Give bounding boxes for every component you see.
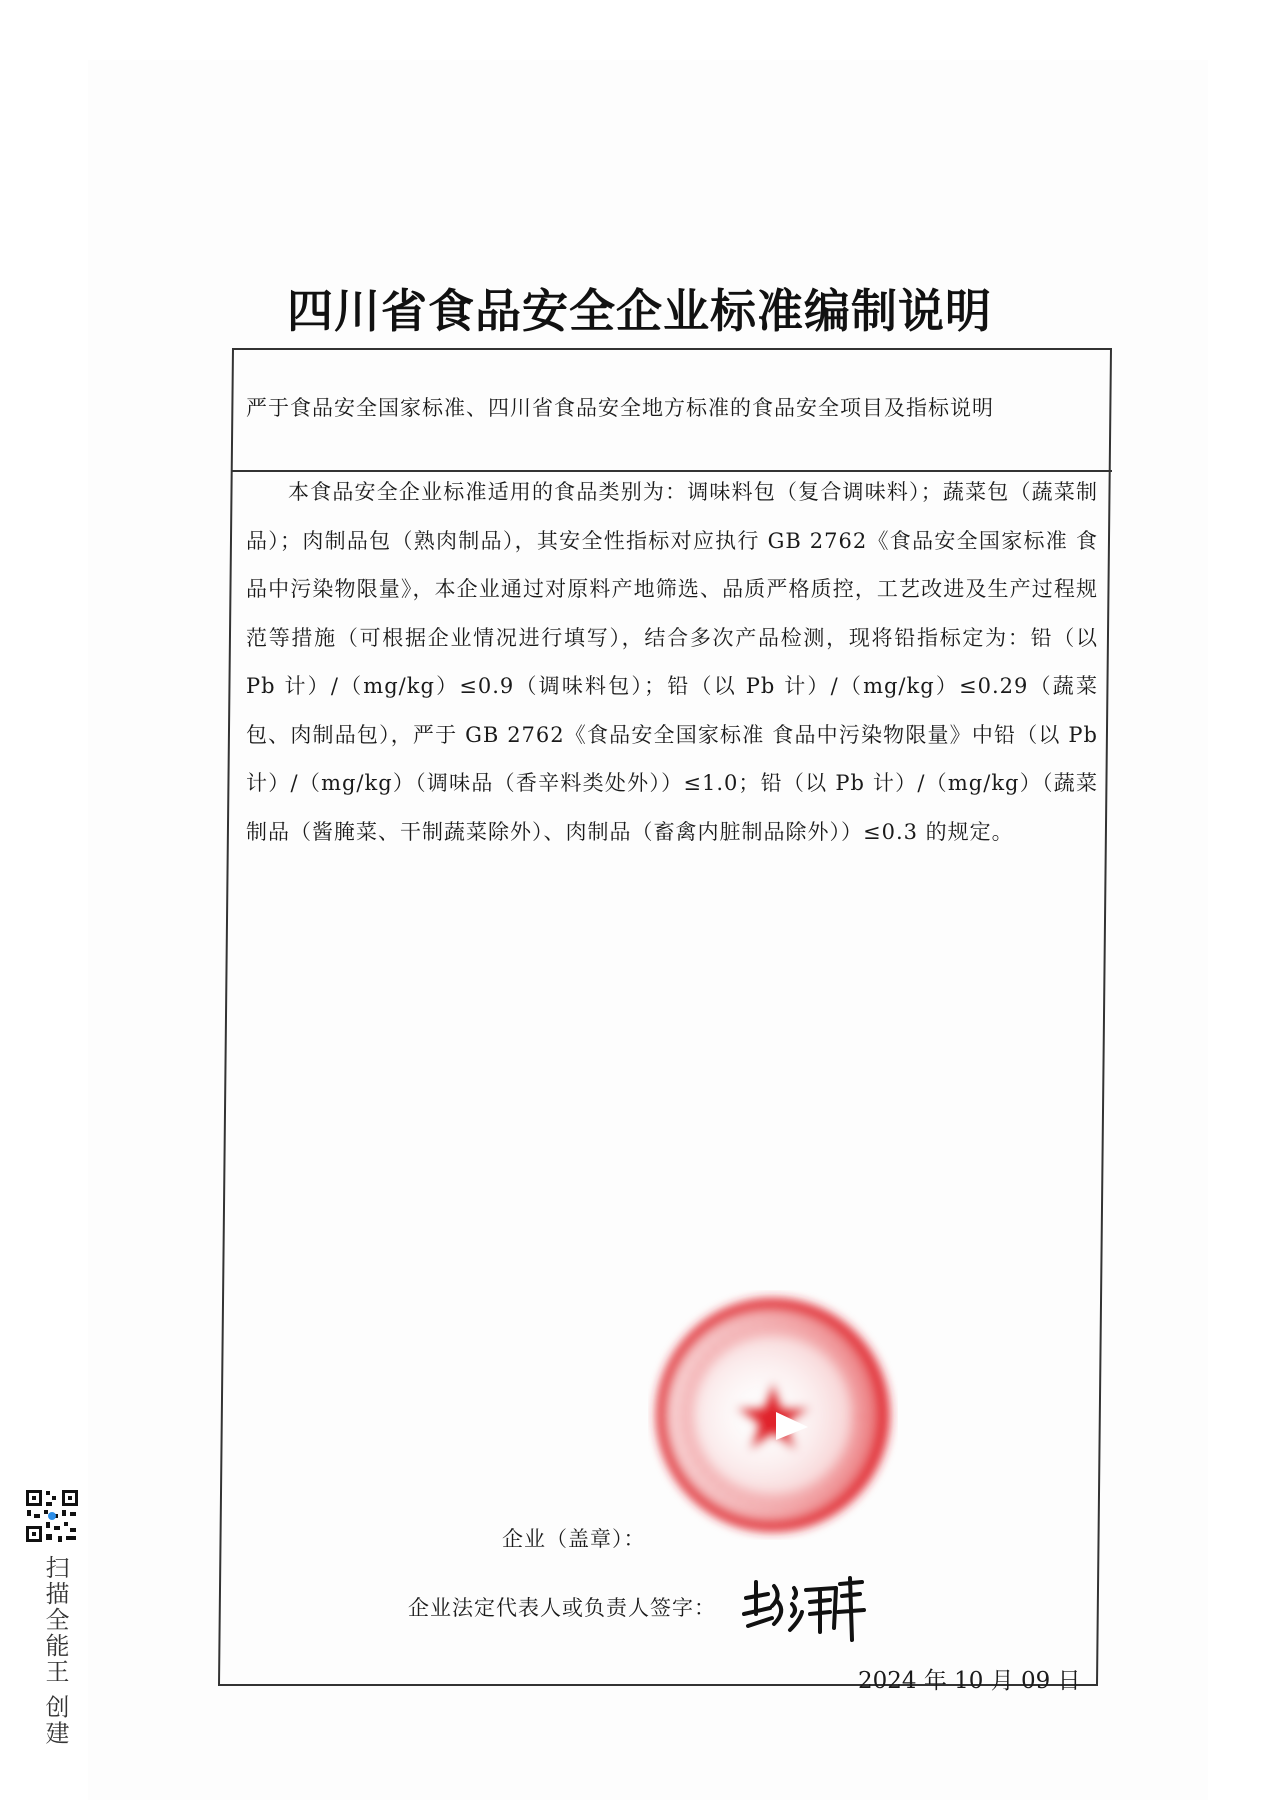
table-header-cell: 严于食品安全国家标准、四川省食品安全地方标准的食品安全项目及指标说明	[246, 396, 994, 420]
document-date: 2024 年 10 月 09 日	[858, 1668, 1081, 1694]
qr-code-icon	[24, 1488, 80, 1544]
scanner-watermark: 扫描全能王 创建	[41, 1555, 69, 1747]
company-seal-label: 企业（盖章）：	[502, 1527, 646, 1551]
company-seal-icon	[648, 1290, 898, 1540]
document-title: 四川省食品安全企业标准编制说明	[287, 284, 992, 338]
signature-label: 企业法定代表人或负责人签字：	[408, 1596, 716, 1620]
handwritten-signature	[738, 1568, 868, 1646]
explanation-paragraph: 本食品安全企业标准适用的食品类别为：调味料包（复合调味料）；蔬菜包（蔬菜制品）；肉制品包（熟肉制品），其安全性指标对应执行 GB 2762《食品安全国家标准 食品中污染物限量》，本企业通过对原料产地筛选、品质严格质控，工艺改进及生产过程规范等措施（可根据企业情况进行填写），结合多次产品检测，现将铅指标定为：铅（以 Pb 计）/（mg/kg）≤0.9（调味料包）；铅（以 Pb 计）/（mg/kg）≤0.29（蔬菜包、肉制品包），严于 GB 2762《食品安全国家标准 食品中污染物限量》中铅（以 Pb 计）/（mg/kg）（调味品（香辛料类处外））≤1.0；铅（以 Pb 计）/（mg/kg）（蔬菜制品（酱腌菜、干制蔬菜除外）、肉制品（畜禽内脏制品除外））≤0.3 的规定。	[246, 480, 1098, 844]
